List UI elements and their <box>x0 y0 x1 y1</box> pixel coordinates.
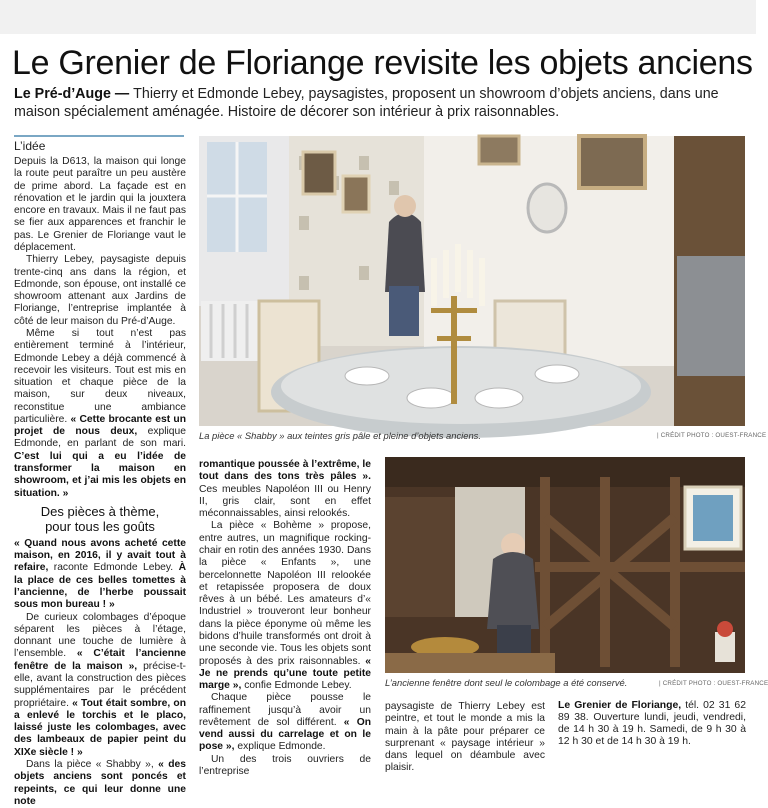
text-run: Même si tout n’est pas entièrement terminé à l’intérieur, Edmonde Lebey a déjà commencé à recevoir les visiteurs. Tout est mis en situation et chaque pièce de la maison, sur deux niveaux, reconstitue une ambiance particulière. <box>14 327 186 425</box>
col2-paragraph: Un des trois ouvriers de l’entreprise <box>199 753 371 778</box>
col3-paragraph: paysagiste de Thierry Lebey est peintre, et tout le monde a mis la main à la pâte pour préparer ce surprenant « paysage intérieur » dans lequel on déambule avec plaisir. <box>385 701 545 774</box>
text-run: La pièce « Bohème » propose, entre autres, un magnifique rocking-chair en rotin des années 1930. Dans la pièce « Enfants », une bercelonnette Napoléon III relookée et retapissée proposera de doux rêves à un bébé. Les amateurs d’« Industriel » trouveront leur bonheur dans la pièce éponyme où même les bidons d’huile transformés ont droit à une seconde vie. Tous les objets sont proposés à des prix raisonnables. <box>199 520 371 667</box>
top-photo-credit: | CRÉDIT PHOTO : OUEST-FRANCE <box>657 432 767 439</box>
quote-run: « C’était l’ancienne fenêtre de la maison », <box>14 648 186 672</box>
col2-paragraph <box>199 459 371 520</box>
text-run: explique Edmonde. <box>234 741 326 753</box>
quote-run: « Quand nous avons acheté cette maison, en 2016, il y avait tout à refaire, <box>14 537 186 574</box>
col2-paragraph <box>199 520 371 692</box>
top-photo-caption: La pièce « Shabby » aux teintes gris pâle et pleine d’objets anciens. <box>199 430 481 441</box>
subheading-line: pour tous les goûts <box>45 518 155 534</box>
shabby-room-photo <box>199 136 745 426</box>
text-run: De curieux colombages d’époque séparent les pièces à l’étage, donnant une touche de lumière à l’ensemble. <box>14 611 186 660</box>
text-run: Dans la pièce « Shabby », <box>26 758 159 770</box>
standfirst-text: Thierry et Edmonde Lebey, paysagistes, proposent un showroom d’objets anciens, dans une maison spécialement aménagée. Histoire de décorer son intérieur à prix raisonnables. <box>14 86 719 120</box>
col1-paragraph <box>14 759 186 808</box>
top-strip <box>0 0 756 34</box>
col1-paragraph <box>14 328 186 500</box>
bottom-photo-credit: | CRÉDIT PHOTO : OUEST-FRANCE <box>659 680 768 687</box>
shop-name: Le Grenier de Floriange, <box>558 700 682 711</box>
practical-info <box>558 700 746 748</box>
text-run: explique Edmonde, en parlant de son mari. <box>14 426 186 450</box>
text-run: Chaque pièce pousse le raffinement jusqu’à avoir un revêtement de sol différent. <box>199 692 371 728</box>
article-column-3 <box>385 701 545 775</box>
article-column-2 <box>199 459 371 778</box>
quote-run: « Tout était sombre, on a enlevé le torchis et le placo, laissé juste les colombages, avec des lambeaux de papier peint du XIXe siècle ! » <box>14 697 186 758</box>
quote-run: « On vend aussi du carrelage et on le pose », <box>199 716 371 753</box>
text-run: confie Edmonde Lebey. <box>241 680 352 692</box>
subheading <box>14 504 186 534</box>
text-run: raconte Edmonde Lebey. <box>48 562 179 574</box>
col1-paragraph <box>14 612 186 759</box>
old-window-photo <box>385 457 745 673</box>
quote-run: « Je ne prends qu’une toute petite marge », <box>199 655 371 692</box>
col1-paragraph <box>14 538 186 612</box>
section-kicker: L’idée <box>14 135 184 153</box>
col1-paragraph: Depuis la D613, la maison qui longe la route peut paraître un peu austère de prime abord. La façade est en rénovation et le jardin qui la jouxtera encore en travaux. Mais il ne faut pas se fier aux apparences et franchir le pas. Le Grenier de Floriange vaut le déplacement. <box>14 156 186 253</box>
quote-run: romantique poussée à l’extrême, le tout dans des tons très pâles ». <box>199 459 371 483</box>
text-run: Ces meubles Napoléon III ou Henry II, gris clair, sont en effet méconnaissables, ainsi relookés. <box>199 483 371 520</box>
bottom-photo-caption: L’ancienne fenêtre dont seul le colombage a été conservé. <box>385 677 628 688</box>
article-headline: Le Grenier de Floriange revisite les objets anciens <box>12 44 753 82</box>
quote-run: « Cette brocante est un projet de nous deux, <box>14 413 186 438</box>
quote-run: « des objets anciens sont poncés et repeints, ce qui leur donne une note <box>14 758 186 807</box>
text-run: précise-t-elle, avant la construction des pièces supplémentaires par le précédent propriétaire. <box>14 660 186 709</box>
shabby-room-illustration <box>199 136 745 426</box>
col2-paragraph <box>199 692 371 753</box>
article-column-1 <box>14 156 186 808</box>
shop-hours: tél. 02 31 62 89 38. Ouverture lundi, jeudi, vendredi, de 14 h 30 à 19 h. Samedi, de 9 h 30 à 12 h 30 et de 14 h 30 à 19 h. <box>558 700 746 748</box>
old-window-illustration <box>385 457 745 673</box>
standfirst-place: Le Pré-d’Auge — <box>14 86 134 102</box>
subheading-line: Des pièces à thème, <box>40 503 160 519</box>
col1-paragraph: Thierry Lebey, paysagiste depuis trente-cinq ans dans la région, et Edmonde, son épouse, ont installé ce showroom attenant aux Jardins de Floriange, l’entreprise implantée à côté de leur maison du Pré-d’Auge. <box>14 254 186 327</box>
article-standfirst <box>14 86 744 121</box>
quote-run: C’est lui qui a eu l’idée de transformer la maison en showroom, et j’ai mis les objets en situation. » <box>14 450 186 499</box>
quote-run: À la place de ces belles tomettes à l’ancienne, de l’herbe poussait sous mon bureau ! » <box>14 562 186 611</box>
